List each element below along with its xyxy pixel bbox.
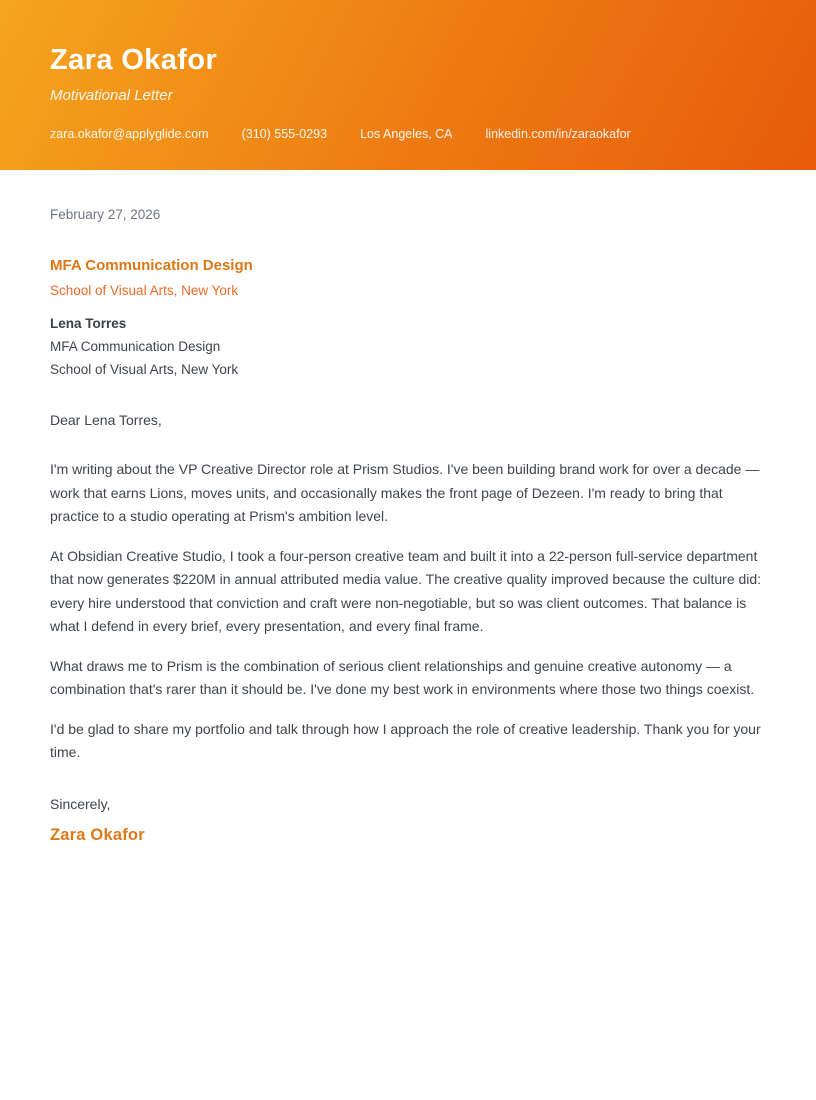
letter-paragraphs [50,458,766,765]
contact-location: Los Angeles, CA [360,126,453,141]
body-paragraph: I'd be glad to share my portfolio and talk through how I approach the role of creative leadership. Thank you for your time. [50,720,761,760]
letter-header [0,0,816,170]
document-type-subtitle: Motivational Letter [50,86,173,104]
letter-date: February 27, 2026 [50,207,161,222]
recipient-program: MFA Communication Design [50,339,221,354]
salutation: Dear Lena Torres, [50,412,162,428]
body-paragraph: I'm writing about the VP Creative Director role at Prism Studios. I've been building brand work for over a decade — work that earns Lions, moves units, and occasionally makes the front page of Dezeen. I'm ready to bring that practice to a studio operating at Prism's ambition level. [50,461,760,524]
recipient-name: Lena Torres [50,316,127,331]
target-program-title: MFA Communication Design [50,257,253,274]
contact-linkedin: linkedin.com/in/zaraokafor [485,126,631,141]
target-school-subtitle: School of Visual Arts, New York [50,283,239,298]
applicant-name: Zara Okafor [50,44,218,76]
signature-name: Zara Okafor [50,825,145,844]
recipient-block [50,312,766,381]
contact-row [50,127,766,141]
body-paragraph: What draws me to Prism is the combination of serious client relationships and genuine creative autonomy — a combination that's rarer than it should be. I've done my best work in environments where those two things coexist. [50,657,755,697]
contact-phone: (310) 555-0293 [241,126,328,141]
target-block [50,257,766,298]
body-paragraph: At Obsidian Creative Studio, I took a four-person creative team and built it into a 22-person full-service department that now generates $220M in annual attributed media value. The creative quality improved because the culture did: every hire understood that conviction and craft were non-negotiable, but so was client outcomes. That balance is what I defend in every brief, every presentation, and every final frame. [50,547,762,634]
contact-email: zara.okafor@applyglide.com [50,126,209,141]
letter-body [0,170,816,845]
recipient-school: School of Visual Arts, New York [50,362,239,377]
closing: Sincerely, [50,795,111,812]
